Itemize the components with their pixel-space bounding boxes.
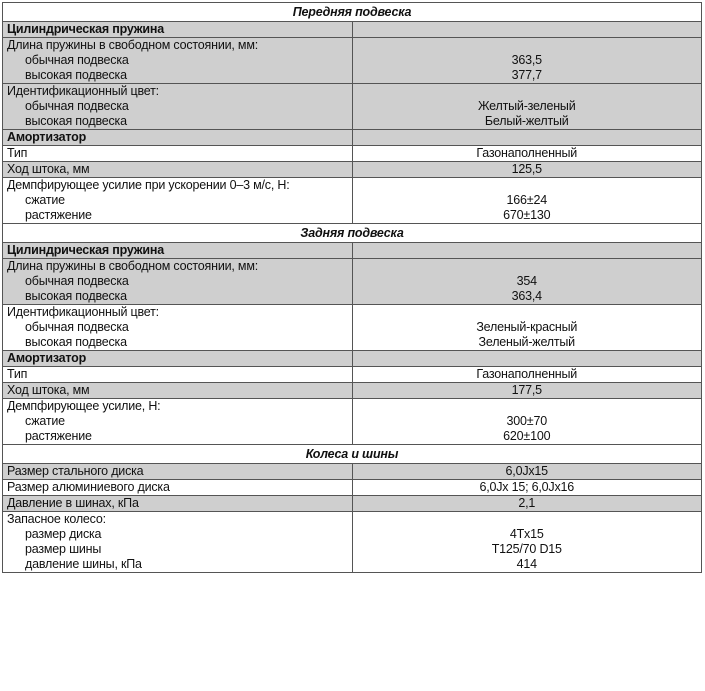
- rear-type-label: Тип: [3, 367, 353, 383]
- table-row: [3, 243, 702, 259]
- empty-cell: [352, 243, 702, 259]
- front-color-label: Идентификационный цвет:: [7, 84, 159, 98]
- table-row: [3, 146, 702, 162]
- table-row: [3, 38, 702, 84]
- rear-color-label: Идентификационный цвет:: [7, 305, 159, 319]
- spec-table: [2, 2, 702, 573]
- rear-length-high-value: 363,4: [511, 289, 542, 303]
- front-color-label-cell: [3, 84, 353, 130]
- spare-rim-label: размер диска: [25, 527, 102, 541]
- table-row: [3, 130, 702, 146]
- front-spring-length-label-cell: [3, 38, 353, 84]
- rear-rebound-value: 620±100: [503, 429, 551, 443]
- rear-length-label: Длина пружины в свободном состоянии, мм:: [7, 259, 258, 273]
- front-color-high-label: высокая подвеска: [25, 114, 127, 128]
- table-row: [3, 399, 702, 445]
- rear-compression-value: 300±70: [506, 414, 547, 428]
- alu-rim-label: Размер алюминиевого диска: [3, 480, 353, 496]
- rear-damping-label: Демпфирующее усилие, Н:: [7, 399, 161, 413]
- spare-pressure-label: давление шины, кПа: [25, 557, 142, 571]
- steel-rim-label: Размер стального диска: [3, 464, 353, 480]
- front-color-value-cell: [352, 84, 702, 130]
- section-header-rear: [3, 224, 702, 243]
- rear-length-high-label: высокая подвеска: [25, 289, 127, 303]
- table-row: [3, 178, 702, 224]
- front-damping-label: Демпфирующее усилие при ускорении 0–3 м/с, Н:: [7, 178, 290, 192]
- empty-cell: [352, 351, 702, 367]
- table-row: [3, 84, 702, 130]
- table-row: [3, 367, 702, 383]
- front-shock-title: Амортизатор: [3, 130, 353, 146]
- tire-pressure-value: 2,1: [352, 496, 702, 512]
- rear-length-normal-label: обычная подвеска: [25, 274, 129, 288]
- table-row: [3, 259, 702, 305]
- section-title-wheels: Колеса и шины: [3, 445, 702, 464]
- rear-stroke-label: Ход штока, мм: [3, 383, 353, 399]
- tire-pressure-label: Давление в шинах, кПа: [3, 496, 353, 512]
- front-length-normal-value: 363,5: [511, 53, 542, 67]
- table-row: [3, 383, 702, 399]
- table-row: [3, 480, 702, 496]
- empty-cell: [352, 22, 702, 38]
- front-color-high-value: Белый-желтый: [484, 114, 569, 128]
- table-row: [3, 22, 702, 38]
- steel-rim-value: 6,0Jx15: [352, 464, 702, 480]
- rear-color-normal-label: обычная подвеска: [25, 320, 129, 334]
- table-row: [3, 351, 702, 367]
- front-color-normal-value: Желтый-зеленый: [477, 99, 576, 113]
- spare-rim-value: 4Tx15: [509, 527, 544, 541]
- front-stroke-value: 125,5: [352, 162, 702, 178]
- rear-color-high-value: Зеленый-желтый: [478, 335, 575, 349]
- rear-spring-length-label-cell: [3, 259, 353, 305]
- rear-damping-value-cell: [352, 399, 702, 445]
- rear-color-label-cell: [3, 305, 353, 351]
- front-length-high-label: высокая подвеска: [25, 68, 127, 82]
- rear-color-value-cell: [352, 305, 702, 351]
- front-length-label: Длина пружины в свободном состоянии, мм:: [7, 38, 258, 52]
- empty-cell: [352, 130, 702, 146]
- rear-damping-label-cell: [3, 399, 353, 445]
- section-header-front: [3, 3, 702, 22]
- section-title-front: Передняя подвеска: [3, 3, 702, 22]
- rear-length-normal-value: 354: [516, 274, 537, 288]
- rear-type-value: Газонаполненный: [352, 367, 702, 383]
- spare-wheel-value-cell: [352, 512, 702, 573]
- table-row: [3, 162, 702, 178]
- front-rebound-label: растяжение: [25, 208, 92, 222]
- front-type-label: Тип: [3, 146, 353, 162]
- front-damping-value-cell: [352, 178, 702, 224]
- spare-wheel-label: Запасное колесо:: [7, 512, 106, 526]
- spare-pressure-value: 414: [516, 557, 537, 571]
- spare-tire-label: размер шины: [25, 542, 102, 556]
- table-row: [3, 496, 702, 512]
- rear-shock-title: Амортизатор: [3, 351, 353, 367]
- spare-wheel-label-cell: [3, 512, 353, 573]
- section-title-rear: Задняя подвеска: [3, 224, 702, 243]
- front-compression-value: 166±24: [506, 193, 547, 207]
- rear-spring-title: Цилиндрическая пружина: [3, 243, 353, 259]
- rear-color-high-label: высокая подвеска: [25, 335, 127, 349]
- table-row: [3, 305, 702, 351]
- table-row: [3, 512, 702, 573]
- front-color-normal-label: обычная подвеска: [25, 99, 129, 113]
- rear-spring-length-value-cell: [352, 259, 702, 305]
- rear-color-normal-value: Зеленый-красный: [476, 320, 578, 334]
- front-spring-title: Цилиндрическая пружина: [3, 22, 353, 38]
- table-row: [3, 464, 702, 480]
- rear-rebound-label: растяжение: [25, 429, 92, 443]
- front-compression-label: сжатие: [25, 193, 65, 207]
- spare-tire-value: T125/70 D15: [491, 542, 562, 556]
- front-rebound-value: 670±130: [503, 208, 551, 222]
- front-spring-length-value-cell: [352, 38, 702, 84]
- front-length-high-value: 377,7: [511, 68, 542, 82]
- rear-stroke-value: 177,5: [352, 383, 702, 399]
- front-length-normal-label: обычная подвеска: [25, 53, 129, 67]
- rear-compression-label: сжатие: [25, 414, 65, 428]
- front-damping-label-cell: [3, 178, 353, 224]
- front-type-value: Газонаполненный: [352, 146, 702, 162]
- alu-rim-value: 6,0Jx 15; 6,0Jx16: [352, 480, 702, 496]
- section-header-wheels: [3, 445, 702, 464]
- front-stroke-label: Ход штока, мм: [3, 162, 353, 178]
